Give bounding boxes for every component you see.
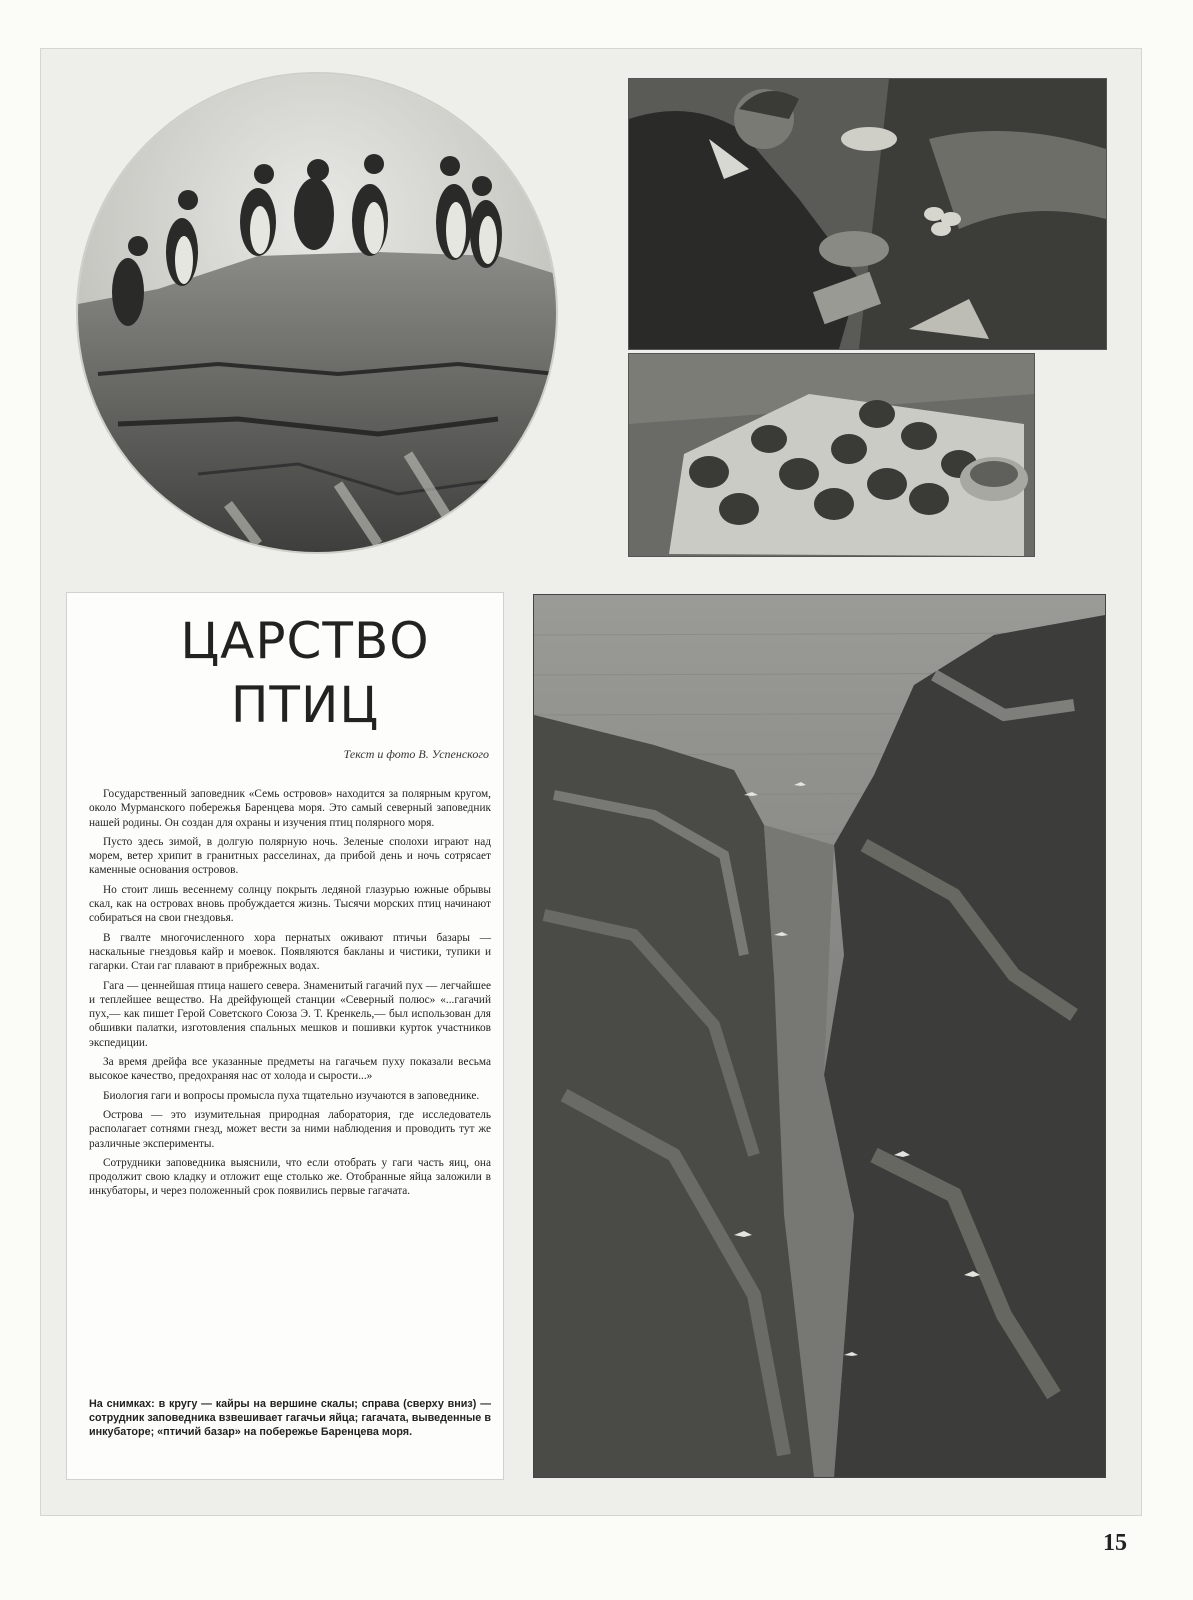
bird-bazaar-cliffs-photo: [533, 594, 1106, 1478]
article-title-line2: ПТИЦ: [230, 676, 380, 734]
page-number: 15: [1103, 1530, 1127, 1556]
paragraph: Пусто здесь зимой, в долгую полярную ночь. Зеленые сполохи играют над морем, ветер хрипит в гранитных расселинах, да прибой день и ночь сотрясает каменные основания островов.: [89, 835, 491, 877]
paragraph: Биология гаги и вопросы промысла пуха тщательно изучаются в заповеднике.: [103, 1089, 480, 1102]
paragraph: Гага — ценнейшая птица нашего севера. Знаменитый гагачий пух — легчайшее и теплейшее вещество. На дрейфующей станции «Северный полюс» «...гагачий пух,— как пишет Герой Советского Союза Э. Т. Кренкель,— был использован для обшивки палатки, изготовления спальных мешков и пошивки курток участников экспедиции.: [89, 979, 491, 1049]
scientist-weighing-eggs-photo: [628, 78, 1107, 350]
paragraph: В гвалте многочисленного хора пернатых оживают птичьи базары — наскальные гнездовья кайр и моевок. Появляются бакланы и чистики, тупики и гагарки. Стаи гаг плавают в прибрежных водах.: [89, 931, 491, 973]
byline: Текст и фото В. Успенского: [343, 747, 489, 761]
paragraph: Но стоит лишь весеннему солнцу покрыть ледяной глазурью южные обрывы скал, как на островах вновь пробуждается жизнь. Тысячи морских птиц начинают собираться на свои гнездовья.: [89, 883, 491, 925]
eider-ducklings-photo: [628, 353, 1035, 557]
paragraph: За время дрейфа все указанные предметы на гагачьем пуху показали весьма высокое качество, предохраняя нас от холода и сырости...»: [89, 1056, 491, 1083]
article-title-line1: ЦАРСТВО: [180, 612, 430, 670]
photo-caption: На снимках: в кругу — кайры на вершине скалы; справа (сверху вниз) — сотрудник заповедника взвешивает гагачьи яйца; гагачата, выведенные в инкубаторе; «птичий базар» на побережье Баренцева моря.: [89, 1398, 491, 1438]
guillemots-on-rock-photo: [76, 72, 558, 554]
paragraph: Острова — это изумительная природная лаборатория, где исследователь располагает сотнями гнезд, может вести за ними наблюдения и проводить тут же различные эксперименты.: [89, 1108, 491, 1150]
paragraph: Сотрудники заповедника выяснили, что если отобрать у гаги часть яиц, она продолжит свою кладку и отложит еще столько же. Отобранные яйца заложили в инкубаторы, и через положенный срок появились первые гагачата.: [89, 1156, 491, 1198]
paragraph: Государственный заповедник «Семь островов» находится за полярным кругом, около Мурманского побережья Баренцева моря. Это самый северный заповедник нашей родины. Он создан для охраны и изучения птиц полярного моря.: [89, 788, 491, 829]
article-panel: [66, 592, 504, 1480]
article-body: [89, 787, 491, 1204]
